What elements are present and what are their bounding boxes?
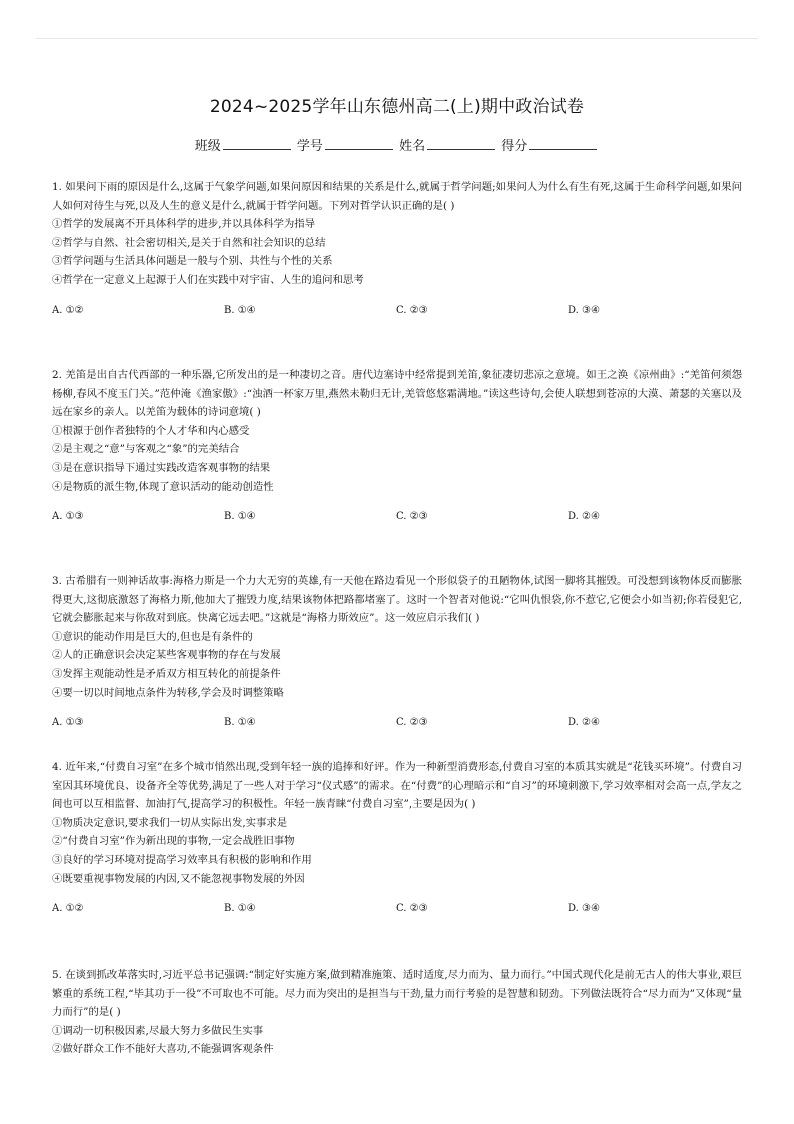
choice-b[interactable]: B. ①④ (224, 304, 256, 316)
score-blank[interactable] (529, 137, 597, 150)
statement: ①意识的能动作用是巨大的,但也是有条件的 (52, 630, 253, 643)
answer-choices (52, 900, 742, 919)
question-1 (52, 178, 742, 320)
statement: ①物质决定意识,要求我们一切从实际出发,实事求是 (52, 816, 288, 829)
statement: ④是物质的派生物,体现了意识活动的能动创造性 (52, 480, 274, 493)
choice-a[interactable]: A. ①③ (52, 717, 84, 729)
statement: ①哲学的发展离不开具体科学的进步,并以具体科学为指导 (52, 218, 316, 231)
statement: ④哲学在一定意义上起源于人们在实践中对宇宙、人生的追问和思考 (52, 273, 364, 286)
choice-d[interactable]: D. ③④ (568, 304, 600, 316)
choice-a[interactable]: A. ①② (52, 304, 84, 316)
student-id-blank[interactable] (325, 137, 393, 150)
question-stem: 2. 羌笛是出自古代西部的一种乐器,它所发出的是一种凄切之音。唐代边塞诗中经常提到羌笛,象征凄切悲凉之意境。如王之涣《凉州曲》:“羌笛何须怨杨柳,春风不度玉门关。”范仲淹《渔家傲》:“浊酒一杯家万里,燕然未勒归无计,羌管悠悠霜满地。”读这些诗句,会使人联想到苍凉的大漠、萧瑟的关塞以及远在家乡的亲人。以羌笛为载体的诗词意境( ) (52, 369, 742, 419)
question-stem: 5. 在谈到抓改革落实时,习近平总书记强调:“制定好实施方案,做到精准施策、适时适度,尽力而为、量力而行。”中国式现代化是前无古人的伟大事业,艰巨繁重的系统工程,“毕其功于一役”不可取也不可能。尽力而为突出的是担当与干劲,量力而行考验的是智慧和韧劲。下列做法既符合“尽力而为”又体现“量力而行”的是( ) (52, 969, 742, 1019)
question-stem: 4. 近年来,“付费自习室”在多个城市悄然出现,受到年轻一族的追捧和好评。作为一种新型消费形态,付费自习室的本质其实就是“花钱买环境”。付费自习室因其环境优良、设备齐全等优势,满足了一些人对于学习“仪式感”的需求。在“付费”的心理暗示和“自习”的环境刺激下,学习效率相对会高一点,学友之间也可以互相监督、加油打气,提高学习的积极性。年轻一族青睐“付费自习室”,主要是因为( ) (52, 761, 742, 811)
choice-c[interactable]: C. ②③ (396, 717, 428, 729)
statement: ②是主观之“意”与客观之“象”的完美结合 (52, 443, 240, 456)
statement: ④既要重视事物发展的内因,又不能忽视事物发展的外因 (52, 872, 305, 885)
choice-b[interactable]: B. ①④ (224, 903, 256, 915)
student-id-label: 学号 (296, 139, 323, 154)
statement: ③是在意识指导下通过实践改造客观事物的结果 (52, 461, 271, 474)
choice-c[interactable]: C. ②③ (396, 511, 428, 523)
choice-b[interactable]: B. ①④ (224, 511, 256, 523)
question-2 (52, 366, 742, 527)
answer-choices (52, 508, 742, 527)
choice-b[interactable]: B. ①④ (224, 717, 256, 729)
choice-d[interactable]: D. ②④ (568, 511, 600, 523)
answer-choices (52, 714, 742, 733)
statement: ③发挥主观能动性是矛盾双方相互转化的前提条件 (52, 667, 281, 680)
name-blank[interactable] (427, 137, 495, 150)
choice-c[interactable]: C. ②③ (396, 304, 428, 316)
choice-d[interactable]: D. ②④ (568, 717, 600, 729)
question-stem: 1. 如果问下雨的原因是什么,这属于气象学问题,如果问原因和结果的关系是什么,就属于哲学问题;如果问人为什么有生有死,这属于生命科学问题,如果问人如何对待生与死,以及人生的意义是什么,就属于哲学问题。下列对哲学认识正确的是( ) (52, 181, 742, 212)
exam-title: 2024~2025学年山东德州高二(上)期中政治试卷 (209, 97, 585, 117)
statement: ②做好群众工作不能好大喜功,不能强调客观条件 (52, 1043, 274, 1056)
statement: ③良好的学习环境对提高学习效率具有积极的影响和作用 (52, 853, 312, 866)
top-divider (36, 38, 758, 39)
statement: ①调动一切积极因素,尽最大努力多做民生实事 (52, 1024, 264, 1037)
score-label: 得分 (501, 139, 528, 154)
statement: ②人的正确意识会决定某些客观事物的存在与发展 (52, 649, 281, 662)
choice-c[interactable]: C. ②③ (396, 903, 428, 915)
question-stem: 3. 古希腊有一则神话故事:海格力斯是一个力大无穷的英雄,有一天他在路边看见一个形似袋子的丑陋物体,试图一脚将其摧毁。可没想到该物体反而膨胀得更大,这彻底激怒了海格力斯,他加大了摧毁力度,结果该物体把路都堵塞了。这时一个智者对他说:“它叫仇恨袋,你不惹它,它便会小如当初;你若侵犯它,它就会膨胀起来与你敌对到底。快离它远去吧。”这就是“海格力斯效应”。这一效应启示我们( ) (52, 575, 742, 625)
choice-a[interactable]: A. ①② (52, 903, 84, 915)
statement: ④要一切以时间地点条件为转移,学会及时调整策略 (52, 686, 284, 699)
statement: ②哲学与自然、社会密切相关,是关于自然和社会知识的总结 (52, 236, 326, 249)
choice-d[interactable]: D. ③④ (568, 903, 600, 915)
question-5 (52, 966, 742, 1059)
statement: ①根源于创作者独特的个人才华和内心感受 (52, 424, 250, 437)
class-label: 班级 (194, 139, 221, 154)
question-3 (52, 572, 742, 733)
statement: ②“付费自习室”作为新出现的事物,一定会战胜旧事物 (52, 835, 295, 848)
student-info-line (0, 135, 794, 154)
class-blank[interactable] (223, 137, 291, 150)
statement: ③哲学问题与生活具体问题是一般与个别、共性与个性的关系 (52, 255, 333, 268)
choice-a[interactable]: A. ①③ (52, 511, 84, 523)
question-4 (52, 758, 742, 919)
name-label: 姓名 (399, 139, 426, 154)
answer-choices (52, 302, 742, 321)
